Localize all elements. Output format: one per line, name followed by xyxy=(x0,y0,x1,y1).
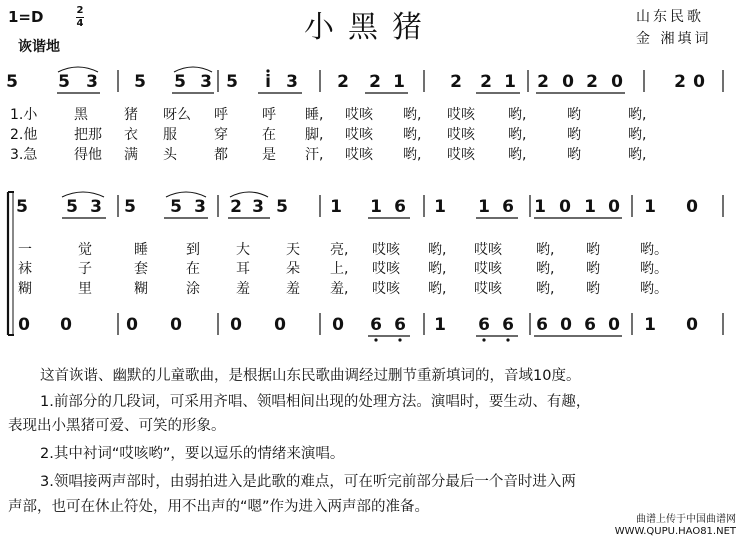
note: 3 xyxy=(86,72,98,92)
lyric-syllable: 哎咳 xyxy=(345,147,373,163)
lyric-syllable: 大 xyxy=(236,242,250,258)
note: 0 xyxy=(562,72,574,92)
note: 1 xyxy=(584,197,596,217)
lyric-syllable: 呼 xyxy=(262,107,276,123)
note: 0 xyxy=(608,197,620,217)
lyric-syllable: 得他 xyxy=(74,147,102,163)
lyric-syllable: 在 xyxy=(262,127,276,143)
lyric-syllable: 羞, xyxy=(330,281,349,297)
lyric-syllable: 哎咳 xyxy=(474,281,502,297)
lyric-syllable: 哟, xyxy=(628,147,647,163)
note: 1 xyxy=(370,197,382,217)
note: 1 xyxy=(504,72,516,92)
lyric-syllable: 到 xyxy=(186,242,200,258)
note: 6 xyxy=(394,315,406,335)
lyric-syllable: 亮, xyxy=(330,242,349,258)
lyric-syllable: 哟, xyxy=(508,107,527,123)
lyric-syllable: 穿 xyxy=(214,127,228,143)
lyric-syllable: 里 xyxy=(78,281,92,297)
lyric-syllable: 哟。 xyxy=(640,242,668,258)
note: 0 xyxy=(686,315,698,335)
lyric-syllable: 哟 xyxy=(567,147,581,163)
note: 3 xyxy=(90,197,102,217)
lyric-syllable: 羞 xyxy=(286,281,300,297)
lyric-syllable: 哟, xyxy=(508,127,527,143)
note: 0 xyxy=(559,197,571,217)
lyric-syllable: 猪 xyxy=(124,107,138,123)
lyric-syllable: 朵 xyxy=(286,261,300,277)
note: 0 xyxy=(611,72,623,92)
lyric-syllable: 一 xyxy=(18,242,32,258)
note: 5 xyxy=(174,72,186,92)
note: 3 xyxy=(194,197,206,217)
note: 2 xyxy=(337,72,349,92)
lyric-syllable: 天 xyxy=(286,242,300,258)
lyric-syllable: 睡 xyxy=(134,242,148,258)
lyric-syllable: 耳 xyxy=(236,261,250,277)
lyric-syllable: 上, xyxy=(330,261,349,277)
lyric-syllable: 在 xyxy=(186,261,200,277)
time-top: 2 xyxy=(76,5,84,16)
note: 5 xyxy=(66,197,78,217)
note: 5 xyxy=(226,72,238,92)
note: 1 xyxy=(434,197,446,217)
lyric-syllable: 哟, xyxy=(508,147,527,163)
note: 1 xyxy=(644,197,656,217)
note: 1 xyxy=(534,197,546,217)
lyric-syllable: 哟 xyxy=(586,281,600,297)
note: 0 xyxy=(18,315,30,335)
note: 6 xyxy=(584,315,596,335)
note: 0 xyxy=(332,315,344,335)
lyric-syllable: 是 xyxy=(262,147,276,163)
lyric-syllable: 衣 xyxy=(124,127,138,143)
note: 0 xyxy=(170,315,182,335)
lyric-syllable: 哟, xyxy=(628,107,647,123)
credit-origin: 山东民歌 xyxy=(636,9,704,25)
octave-dot-low xyxy=(482,338,485,341)
lyric-syllable: 哎咳 xyxy=(372,242,400,258)
note: 6 xyxy=(502,197,514,217)
lyric-syllable: 哟 xyxy=(586,261,600,277)
note: 1 xyxy=(393,72,405,92)
lyric-syllable: 哎咳 xyxy=(345,107,373,123)
lyric-syllable: 哎咳 xyxy=(447,147,475,163)
lyric-syllable: 脚, xyxy=(305,127,324,143)
key-signature: 1=D xyxy=(8,8,44,26)
note: 6 xyxy=(502,315,514,335)
lyric-syllable: 汗, xyxy=(305,147,324,163)
lyric-syllable: 满 xyxy=(124,147,138,163)
lyric-syllable: 哟。 xyxy=(640,261,668,277)
note-intro: 这首诙谐、幽默的儿童歌曲，是根据山东民歌曲调经过删节重新填词的，音域10度。 xyxy=(40,368,581,384)
lyric-syllable: 糊 xyxy=(134,281,148,297)
note: 2 xyxy=(480,72,492,92)
octave-dot-low xyxy=(506,338,509,341)
lyric-syllable: 把那 xyxy=(74,127,102,143)
lyric-syllable: 哟 xyxy=(567,107,581,123)
note: i xyxy=(265,72,271,92)
note-item-3-cont: 声部，也可在休止符处，用不出声的“嗯”作为进入两声部的准备。 xyxy=(8,499,430,515)
note: 2 xyxy=(369,72,381,92)
note: 0 xyxy=(560,315,572,335)
note: 1 xyxy=(330,197,342,217)
note-item-1: 1.前部分的几段词，可采用齐唱、领唱相间出现的处理方法。演唱时，要生动、有趣， xyxy=(40,394,591,410)
note-item-3: 3.领唱接两声部时，由弱拍进入是此歌的难点，可在听完前部分最后一个音时进入两 xyxy=(40,474,576,490)
note: 6 xyxy=(478,315,490,335)
lyric-syllable: 哟, xyxy=(403,127,422,143)
octave-dot-low xyxy=(398,338,401,341)
lyric-syllable: 2.他 xyxy=(10,127,38,143)
note: 1 xyxy=(478,197,490,217)
lyric-syllable: 都 xyxy=(214,147,228,163)
note: 0 xyxy=(608,315,620,335)
note: 6 xyxy=(394,197,406,217)
lyric-syllable: 1.小 xyxy=(10,107,38,123)
note-item-1-cont: 表现出小黑猪可爱、可笑的形象。 xyxy=(8,418,226,434)
lyric-syllable: 哟, xyxy=(403,147,422,163)
lyric-syllable: 呀么 xyxy=(163,107,191,123)
lyric-syllable: 糊 xyxy=(18,281,32,297)
note: 5 xyxy=(58,72,70,92)
note: 5 xyxy=(134,72,146,92)
note: 0 xyxy=(274,315,286,335)
lyric-syllable: 哟, xyxy=(536,281,555,297)
lyric-syllable: 哟, xyxy=(628,127,647,143)
note: 3 xyxy=(286,72,298,92)
site-watermark xyxy=(615,514,736,538)
lyric-syllable: 觉 xyxy=(78,242,92,258)
note: 3 xyxy=(200,72,212,92)
note: 5 xyxy=(124,197,136,217)
lyric-syllable: 哟, xyxy=(428,242,447,258)
lyric-syllable: 3.急 xyxy=(10,147,38,163)
lyric-syllable: 哟 xyxy=(586,242,600,258)
note: 5 xyxy=(170,197,182,217)
lyric-syllable: 哎咳 xyxy=(474,242,502,258)
note: 1 xyxy=(644,315,656,335)
lyric-syllable: 子 xyxy=(78,261,92,277)
lyric-syllable: 睡, xyxy=(305,107,324,123)
note: 0 xyxy=(60,315,72,335)
song-title: 小黑猪 xyxy=(304,10,436,45)
note: 5 xyxy=(6,72,18,92)
lyric-syllable: 哎咳 xyxy=(447,107,475,123)
lyric-syllable: 哟, xyxy=(428,281,447,297)
lyric-syllable: 哎咳 xyxy=(372,261,400,277)
lyric-syllable: 哟, xyxy=(403,107,422,123)
lyric-syllable: 哟, xyxy=(536,261,555,277)
note: 2 xyxy=(674,72,686,92)
watermark-line-1: 曲谱上传于中国曲谱网 xyxy=(636,514,736,525)
lyric-syllable: 哎咳 xyxy=(447,127,475,143)
lyric-syllable: 哎咳 xyxy=(345,127,373,143)
note-item-2: 2.其中衬词“哎咳哟”，要以逗乐的情绪来演唱。 xyxy=(40,446,345,462)
note: 6 xyxy=(370,315,382,335)
lyric-syllable: 服 xyxy=(163,127,177,143)
lyric-syllable: 哎咳 xyxy=(372,281,400,297)
lyric-syllable: 涂 xyxy=(186,281,200,297)
note: 0 xyxy=(693,72,705,92)
lyric-syllable: 哟。 xyxy=(640,281,668,297)
lyric-syllable: 呼 xyxy=(214,107,228,123)
note: 0 xyxy=(230,315,242,335)
lyric-syllable: 袜 xyxy=(18,261,32,277)
lyric-syllable: 哟, xyxy=(428,261,447,277)
note: 2 xyxy=(450,72,462,92)
time-bottom: 4 xyxy=(76,18,84,29)
lyric-syllable: 哟, xyxy=(536,242,555,258)
watermark-line-2: WWW.QUPU.HAO81.NET xyxy=(614,526,736,537)
note: 1 xyxy=(434,315,446,335)
lyric-syllable: 哎咳 xyxy=(474,261,502,277)
note: 2 xyxy=(586,72,598,92)
octave-dot-low xyxy=(374,338,377,341)
lyric-syllable: 头 xyxy=(163,147,177,163)
note: 0 xyxy=(686,197,698,217)
tempo-marking: 诙谐地 xyxy=(18,39,60,55)
lyric-syllable: 羞 xyxy=(236,281,250,297)
note: 5 xyxy=(16,197,28,217)
lyric-syllable: 黑 xyxy=(74,107,88,123)
credit-lyricist: 金 湘填词 xyxy=(636,31,712,47)
note: 3 xyxy=(252,197,264,217)
note: 6 xyxy=(536,315,548,335)
note: 0 xyxy=(126,315,138,335)
lyric-syllable: 套 xyxy=(134,261,148,277)
note: 5 xyxy=(276,197,288,217)
note: 2 xyxy=(230,197,242,217)
note: 2 xyxy=(537,72,549,92)
lyric-syllable: 哟 xyxy=(567,127,581,143)
